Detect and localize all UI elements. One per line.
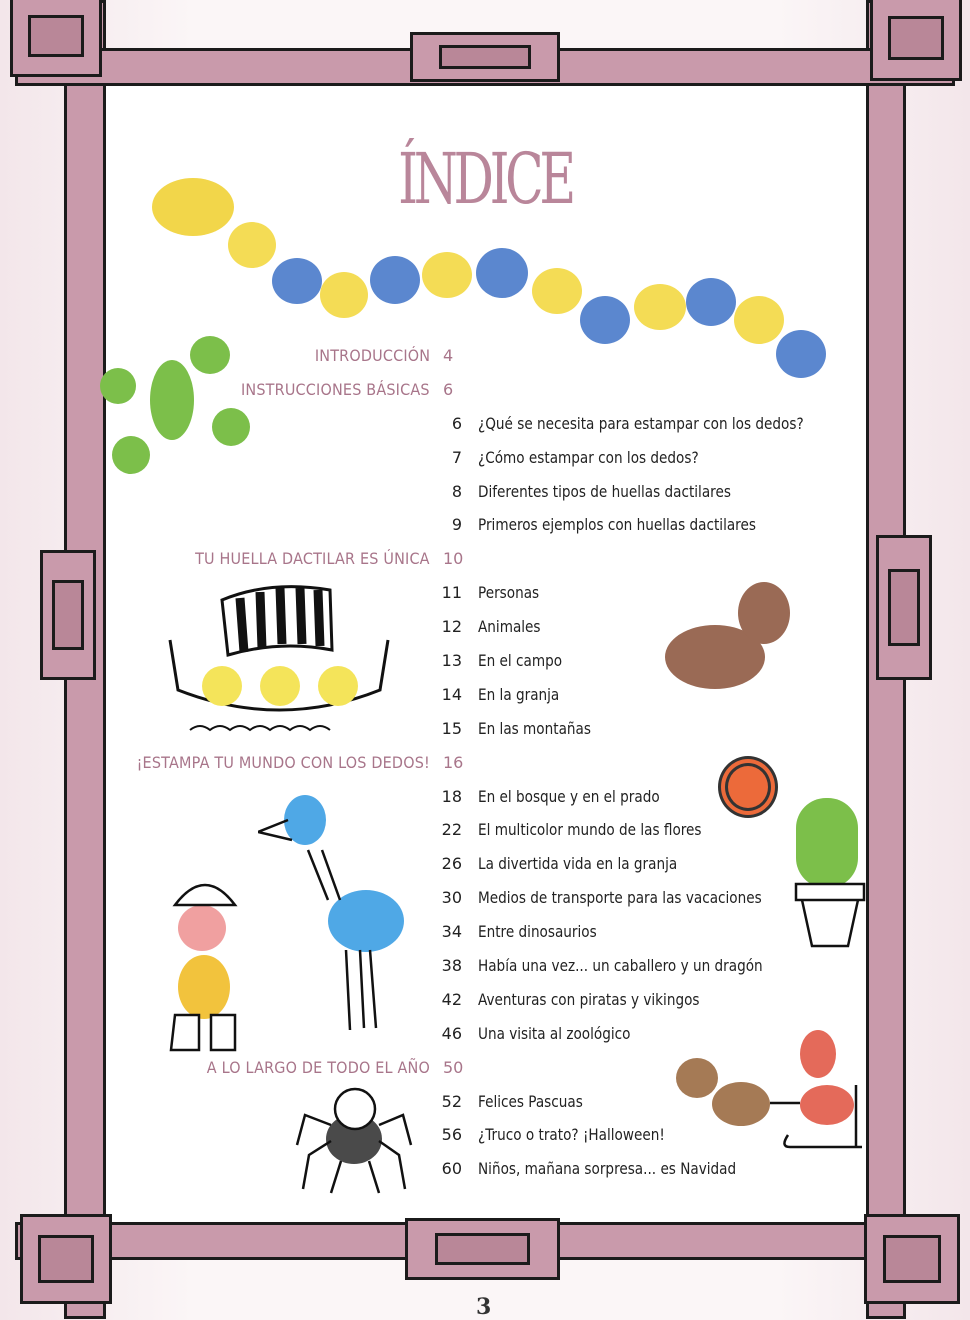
toc-entry[interactable] [0,1085,970,1119]
entry-label: Animales [478,617,541,637]
entry-page: 9 [451,515,462,535]
toc-entry[interactable] [0,949,970,983]
entry-label: En el campo [478,651,563,671]
entry-page: 26 [441,854,462,874]
toc-section[interactable] [0,542,970,576]
toc-entry[interactable] [0,678,970,712]
toc-entry[interactable] [0,1152,970,1186]
entry-label: Una visita al zoológico [478,1023,631,1043]
page-number: 3 [476,1294,492,1320]
toc-entry[interactable] [0,915,970,949]
frame-corner [10,0,102,77]
toc-entry[interactable] [0,475,970,509]
toc-entry[interactable] [0,983,970,1017]
entry-page: 6 [451,413,462,433]
entry-page: 46 [441,1023,462,1043]
frame-corner [864,1214,960,1304]
toc-entry[interactable] [0,610,970,644]
toc-entry[interactable] [0,847,970,881]
section-page: 50 [443,1057,464,1077]
section-label: ¡ESTAMPA TU MUNDO CON LOS DEDOS! [136,752,430,772]
page-title: ÍNDICE [398,138,572,220]
frame-center-bottom [405,1218,560,1280]
entry-label: El multicolor mundo de las flores [478,820,702,840]
toc-entry[interactable] [0,644,970,678]
entry-label: Personas [478,583,540,603]
toc-entry[interactable] [0,1118,970,1152]
entry-label: En las montañas [478,718,591,738]
entry-page: 42 [441,989,462,1009]
entry-page: 7 [451,447,462,467]
toc-entry[interactable] [0,1017,970,1051]
entry-label: Niños, mañana sorpresa... es Navidad [478,1159,737,1179]
entry-label: Primeros ejemplos con huellas dactilares [478,515,756,535]
entry-label: ¿Truco o trato? ¡Halloween! [478,1125,665,1145]
toc-entry[interactable] [0,576,970,610]
entry-page: 34 [441,922,462,942]
toc-entry[interactable] [0,441,970,475]
entry-page: 60 [441,1159,462,1179]
toc-entry[interactable] [0,881,970,915]
entry-page: 15 [441,718,462,738]
entry-page: 22 [441,820,462,840]
toc-section[interactable] [0,1051,970,1085]
section-label: A LO LARGO DE TODO EL AÑO [206,1057,430,1077]
toc-entry[interactable] [0,407,970,441]
entry-page: 12 [441,617,462,637]
entry-page: 8 [451,481,462,501]
entry-label: Felices Pascuas [478,1091,583,1111]
entry-page: 13 [441,651,462,671]
section-page: 6 [443,379,454,399]
entry-label: En el bosque y en el prado [478,786,660,806]
entry-label: ¿Cómo estampar con los dedos? [478,447,699,467]
frame-center-top [410,32,560,82]
entry-page: 38 [441,956,462,976]
entry-label: ¿Qué se necesita para estampar con los dedos? [478,413,804,433]
entry-label: La divertida vida en la granja [478,854,678,874]
table-of-contents [0,339,970,1186]
entry-page: 52 [441,1091,462,1111]
entry-label: En la granja [478,684,560,704]
entry-page: 30 [441,888,462,908]
toc-entry[interactable] [0,813,970,847]
section-label: TU HUELLA DACTILAR ES ÚNICA [195,549,430,569]
section-label: INSTRUCCIONES BÁSICAS [241,379,430,399]
entry-label: Había una vez... un caballero y un dragón [478,956,763,976]
toc-entry[interactable] [0,712,970,746]
section-page: 4 [443,346,454,365]
entry-page: 11 [441,583,462,603]
entry-page: 56 [441,1125,462,1145]
entry-page: 18 [441,786,462,806]
toc-section[interactable] [0,373,970,407]
toc-section[interactable] [0,339,970,373]
entry-label: Aventuras con piratas y vikingos [478,989,700,1009]
toc-section[interactable] [0,746,970,780]
toc-entry[interactable] [0,508,970,542]
frame-corner [20,1214,112,1304]
section-label: INTRODUCCIÓN [314,346,430,365]
entry-label: Entre dinosaurios [478,922,597,942]
section-page: 16 [443,752,464,772]
entry-label: Medios de transporte para las vacaciones [478,888,762,908]
section-page: 10 [443,549,464,569]
entry-page: 14 [441,684,462,704]
entry-label: Diferentes tipos de huellas dactilares [478,481,731,501]
toc-entry[interactable] [0,780,970,814]
frame-corner [870,0,962,81]
